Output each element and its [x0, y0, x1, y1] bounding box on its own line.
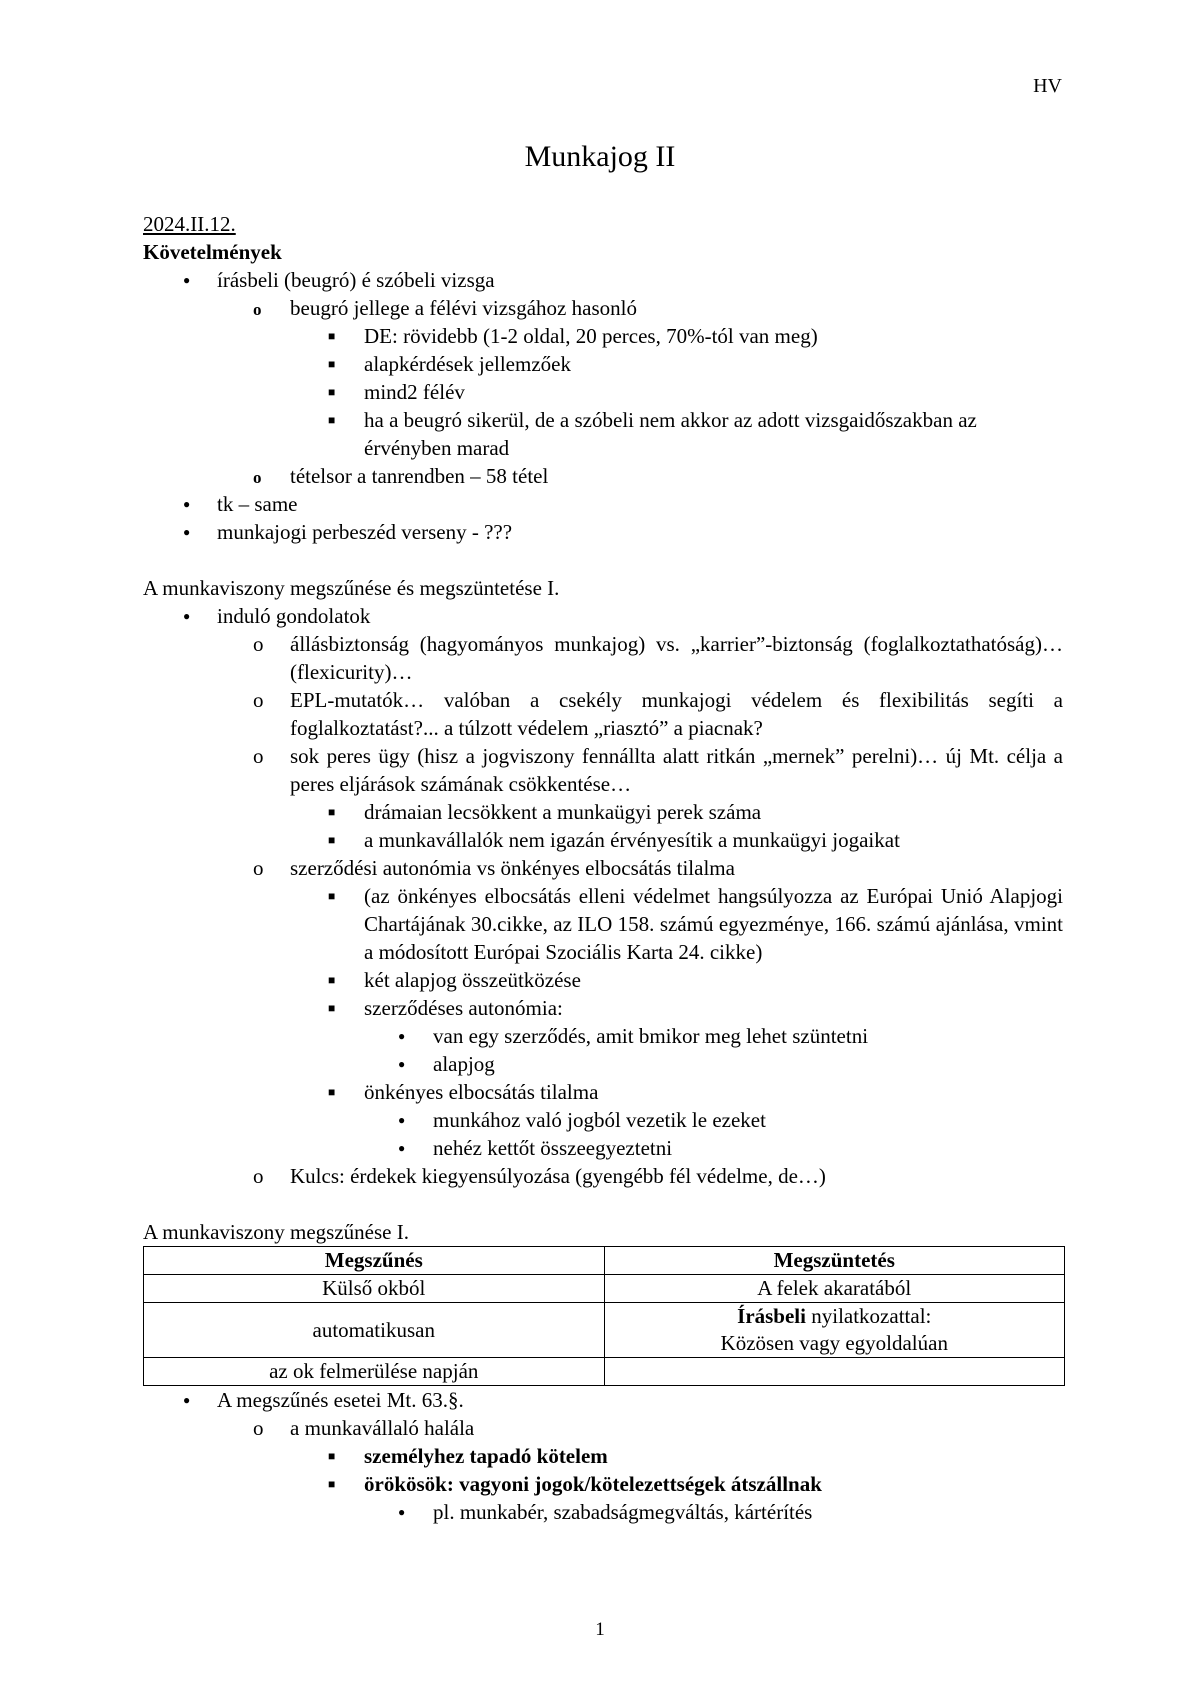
list-item: ■ ha a beugró sikerül, de a szóbeli nem akkor az adott vizsgaidőszakban az érvényben marad — [143, 406, 1063, 462]
square-bullet-icon — [328, 966, 335, 997]
bullet-icon — [183, 518, 190, 549]
bullet-icon — [183, 1386, 190, 1417]
bullet-icon — [183, 266, 190, 297]
square-bullet-icon — [328, 798, 335, 829]
list-item: ■ drámaian lecsökkent a munkaügyi perek száma — [143, 798, 1063, 826]
list-item: o Kulcs: érdekek kiegyensúlyozása (gyengébb fél védelme, de…) — [143, 1162, 1063, 1190]
list-item: ■ örökösök: vagyoni jogok/kötelezettségek átszállnak — [143, 1470, 1063, 1498]
circle-bullet-icon — [253, 686, 264, 714]
square-bullet-icon — [328, 882, 335, 913]
list-item: o szerződési autonómia vs önkényes elbocsátás tilalma — [143, 854, 1063, 882]
table-row — [144, 1303, 1065, 1358]
list-item: o sok peres ügy (hisz a jogviszony fennállta alatt ritkán „mernek” perelni)… új Mt. célja a peres eljárások számának csökkentése… — [143, 742, 1063, 798]
list-item: ■ (az önkényes elbocsátás elleni védelmet hangsúlyozza az Európai Unió Alapjogi Chartájának 30.cikke, az ILO 158. számú egyezménye, 166. számú ajánlása, vmint a módosított Európai Szociális Karta 24. cikke) — [143, 882, 1063, 966]
table-row — [144, 1358, 1065, 1386]
section-heading-cessation: A munkaviszony megszűnése I. — [143, 1220, 409, 1244]
circle-bullet-icon — [253, 630, 264, 658]
list-item: o beugró jellege a félévi vizsgához hasonló — [143, 294, 1063, 322]
circle-bullet-icon — [253, 742, 264, 770]
list-item: o a munkavállaló halála — [143, 1414, 1063, 1442]
bullet-icon — [398, 1498, 405, 1529]
spacer — [143, 1190, 1063, 1218]
bullet-icon — [398, 1134, 405, 1165]
square-bullet-icon — [328, 994, 335, 1025]
list-item: ● nehéz kettőt összeegyeztetni — [143, 1134, 1063, 1162]
date-line: 2024.II.12. — [143, 212, 236, 236]
circle-bullet-icon — [253, 1162, 264, 1190]
table-cell-bold-text: Írásbeli — [737, 1304, 806, 1328]
square-bullet-icon — [328, 406, 335, 437]
bullet-icon — [398, 1022, 405, 1053]
table-row — [144, 1247, 1065, 1275]
document-body — [143, 210, 1063, 1526]
table-cell: az ok felmerülése napján — [144, 1358, 605, 1386]
square-bullet-icon — [328, 322, 335, 353]
spacer — [143, 546, 1063, 574]
list-item: ● van egy szerződés, amit bmikor meg lehet szüntetni — [143, 1022, 1063, 1050]
list-item: ■ önkényes elbocsátás tilalma — [143, 1078, 1063, 1106]
square-bullet-icon — [328, 826, 335, 857]
list-item: ● pl. munkabér, szabadságmegváltás, kártérítés — [143, 1498, 1063, 1526]
circle-bullet-icon — [253, 462, 262, 492]
bullet-icon — [183, 602, 190, 633]
list-item: ● A megszűnés esetei Mt. 63.§. — [143, 1386, 1063, 1414]
header-initials: HV — [1033, 75, 1062, 97]
square-bullet-icon — [328, 350, 335, 381]
table-cell: automatikusan — [144, 1303, 605, 1358]
section-heading-termination: A munkaviszony megszűnése és megszüntetése I. — [143, 576, 560, 600]
square-bullet-icon — [328, 1470, 335, 1501]
list-item: ■ személyhez tapadó kötelem — [143, 1442, 1063, 1470]
list-item: ● munkához való jogból vezetik le ezeket — [143, 1106, 1063, 1134]
list-item: ● alapjog — [143, 1050, 1063, 1078]
list-item: ■ két alapjog összeütközése — [143, 966, 1063, 994]
list-item: ● tk – same — [143, 490, 1063, 518]
list-item: ■ mind2 félév — [143, 378, 1063, 406]
list-item: ● induló gondolatok — [143, 602, 1063, 630]
circle-bullet-icon — [253, 854, 264, 882]
bullet-icon — [183, 490, 190, 521]
circle-bullet-icon — [253, 294, 262, 324]
page-title: Munkajog II — [524, 140, 676, 173]
table-header-cell: Megszűnés — [144, 1247, 605, 1275]
comparison-table — [143, 1246, 1065, 1386]
bullet-icon — [398, 1050, 405, 1081]
section-heading-requirements: Követelmények — [143, 240, 282, 264]
table-row — [144, 1275, 1065, 1303]
list-item: ■ alapkérdések jellemzőek — [143, 350, 1063, 378]
list-item: o tételsor a tanrendben – 58 tétel — [143, 462, 1063, 490]
square-bullet-icon — [328, 1442, 335, 1473]
table-cell: Külső okból — [144, 1275, 605, 1303]
table-cell-text: Közösen vagy egyoldalúan — [720, 1331, 948, 1355]
bullet-icon — [398, 1106, 405, 1137]
list-item: o EPL-mutatók… valóban a csekély munkajogi védelem és flexibilitás segíti a foglalkoztatást?... a túlzott védelem „riasztó” a piacnak? — [143, 686, 1063, 742]
page-number: 1 — [595, 1619, 605, 1640]
table-cell: A felek akaratából — [604, 1275, 1065, 1303]
circle-bullet-icon — [253, 1414, 264, 1442]
list-item: ■ szerződéses autonómia: — [143, 994, 1063, 1022]
list-item: ● írásbeli (beugró) é szóbeli vizsga — [143, 266, 1063, 294]
list-item: ■ DE: rövidebb (1-2 oldal, 20 perces, 70%-tól van meg) — [143, 322, 1063, 350]
table-cell — [604, 1303, 1065, 1358]
square-bullet-icon — [328, 1078, 335, 1109]
table-cell — [604, 1358, 1065, 1386]
list-item: o állásbiztonság (hagyományos munkajog) vs. „karrier”-biztonság (foglalkoztathatóság)… (flexicurity)… — [143, 630, 1063, 686]
table-cell-text: nyilatkozattal: — [805, 1304, 932, 1328]
table-header-cell: Megszüntetés — [604, 1247, 1065, 1275]
list-item: ● munkajogi perbeszéd verseny - ??? — [143, 518, 1063, 546]
square-bullet-icon — [328, 378, 335, 409]
list-item: ■ a munkavállalók nem igazán érvényesítik a munkaügyi jogaikat — [143, 826, 1063, 854]
